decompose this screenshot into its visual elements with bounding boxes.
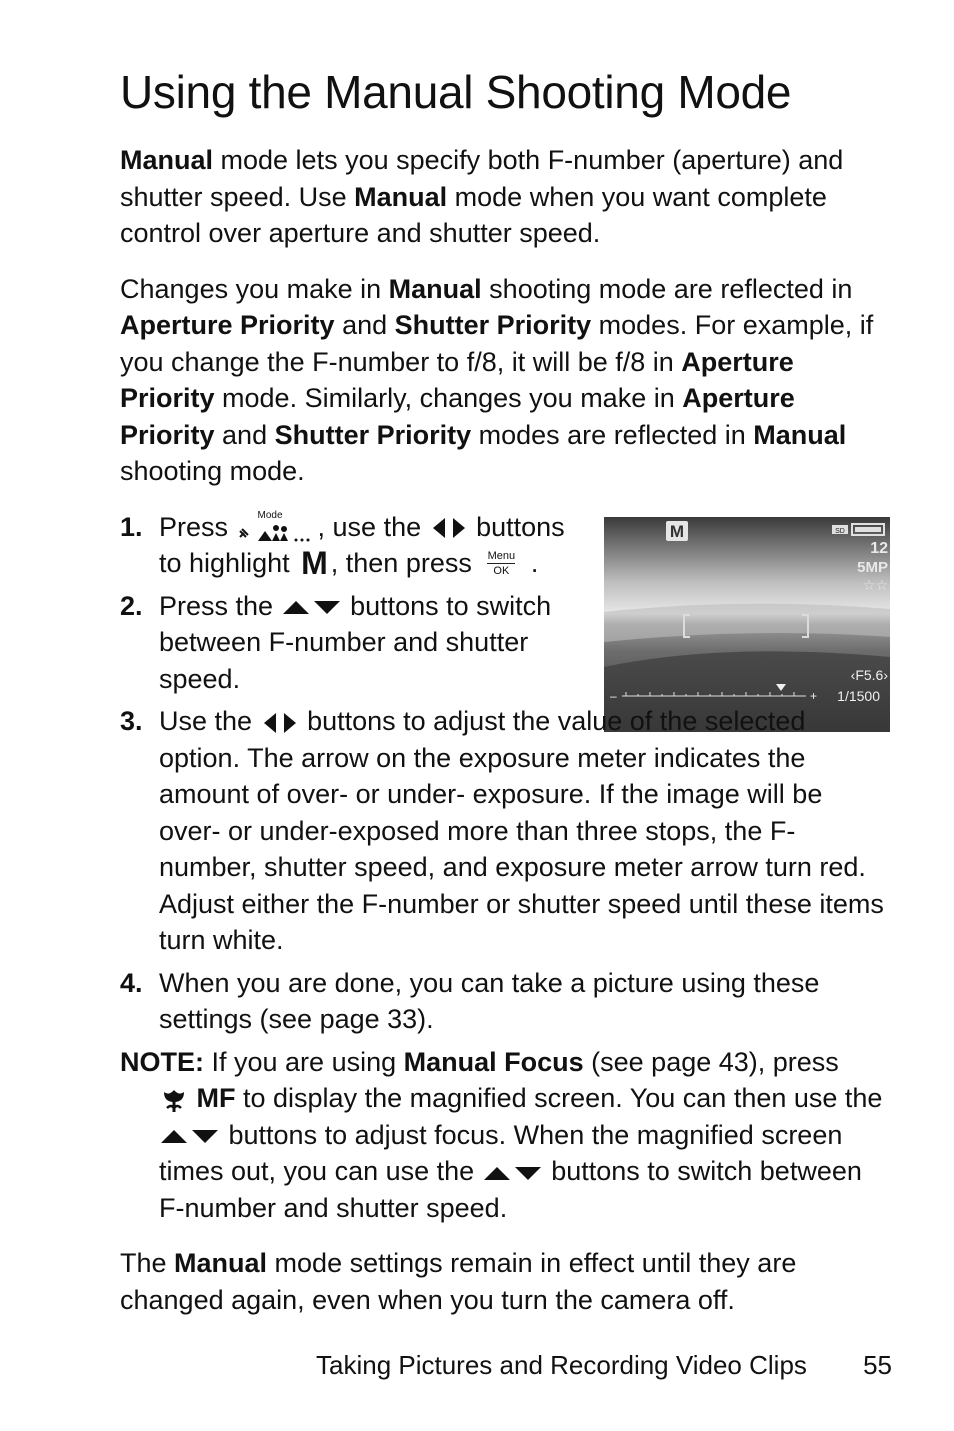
macro-flower-icon: [159, 1086, 189, 1114]
text-run: mode settings remain in effect until they are changed again, even when you turn the camera off.: [120, 1248, 797, 1315]
menu-ok-button-icon: [483, 550, 519, 580]
step-list: [120, 509, 890, 1227]
left-right-arrows-icon: [260, 710, 300, 736]
note-label: NOTE:: [120, 1046, 204, 1077]
step-number: 2.: [120, 590, 143, 621]
mode-badge-text: M: [669, 521, 685, 541]
text-run: Press: [159, 511, 236, 542]
closing-paragraph: [120, 1245, 890, 1318]
step-number: 3.: [120, 706, 143, 736]
priority-paragraph: [120, 271, 890, 490]
up-down-arrows-icon: [281, 597, 343, 617]
page: [120, 64, 890, 1318]
bold-term: Manual Focus: [403, 1046, 584, 1077]
camera-lcd-screenshot: [604, 517, 890, 732]
text-run: modes. For example, if you change the F-number to f/8, it will be f/8 in: [120, 310, 874, 377]
intro-paragraph: [120, 142, 890, 252]
bold-term: Manual: [354, 181, 448, 212]
bold-term: Manual: [753, 419, 847, 450]
step-2: [120, 588, 569, 698]
fnumber-value: ‹F5.6›: [850, 666, 888, 683]
shutter-value: 1/1500: [837, 687, 880, 704]
text-run: shooting mode are reflected in: [481, 273, 853, 304]
mf-label: MF: [196, 1083, 236, 1113]
menu-label: Menu: [487, 549, 516, 562]
resolution-indicator: 5MP: [857, 558, 888, 576]
page-title: Using the Manual Shooting Mode: [120, 66, 792, 118]
text-run: Changes you make in: [120, 273, 389, 304]
ok-label: OK: [493, 564, 510, 577]
text-run: buttons to switch between F-number and shutter speed.: [159, 1156, 862, 1223]
text-run: If you are using: [204, 1046, 404, 1077]
shots-remaining: 12: [870, 539, 888, 557]
card-label: SD: [835, 527, 845, 535]
text-run: When you are done, you can take a picture using these settings (see page 33).: [159, 967, 820, 1034]
meter-minus: –: [610, 688, 617, 703]
text-run: Press the: [159, 590, 281, 621]
text-run: mode. Similarly, changes you make in: [214, 383, 683, 413]
text-run: (see page 43), press: [583, 1046, 839, 1077]
text-run: buttons to highlight: [159, 511, 565, 578]
text-run: mode when you want complete control over aperture and shutter speed.: [120, 181, 827, 248]
text-run: , use the: [317, 511, 429, 542]
page-number: 55: [863, 1350, 892, 1380]
text-run: buttons to adjust focus. When the magnified screen times out, you can use the: [159, 1119, 843, 1186]
mode-button-icon: [238, 510, 316, 543]
step-3: [120, 703, 890, 959]
meter-plus: +: [810, 688, 818, 703]
text-run: The: [120, 1248, 175, 1278]
bold-term: Aperture Priority: [120, 383, 795, 450]
text-run: to display the magnified screen. You can then use the: [235, 1083, 883, 1113]
up-down-arrows-icon: [482, 1163, 544, 1183]
bold-term: Aperture Priority: [120, 310, 335, 340]
left-right-arrows-icon: [429, 515, 469, 541]
step-number: 1.: [120, 511, 143, 542]
text-run: .: [523, 548, 539, 578]
step-4: [120, 965, 890, 1038]
bold-term: Shutter Priority: [274, 419, 472, 450]
bold-term: Manual: [174, 1248, 268, 1278]
text-run: buttons to adjust the value of the selected option. The arrow on the exposure meter indicates the amount of over- or under- exposure. If the image will be over- or under-exposed more than three stops, the F-number, shutter speed, and exposure meter arrow turn red. Adjust either the F-number or shutter speed until these items turn white.: [159, 706, 884, 955]
mode-button-label: Mode: [257, 510, 283, 522]
text-run: modes are reflected in: [471, 419, 754, 450]
note-block: [120, 1044, 890, 1227]
step-number: 4.: [120, 967, 143, 998]
text-run: buttons to switch between F-number and shutter speed.: [159, 590, 552, 694]
bold-term: Manual: [120, 145, 214, 175]
text-run: Use the: [159, 706, 260, 736]
text-run: shooting mode.: [120, 456, 305, 486]
text-run: mode lets you specify both F-number (aperture) and shutter speed. Use: [120, 145, 844, 212]
up-down-arrows-icon: [159, 1126, 221, 1146]
bold-term: Aperture Priority: [120, 346, 794, 413]
manual-mode-icon: M: [301, 545, 327, 581]
chapter-title: Taking Pictures and Recording Video Clips: [316, 1350, 807, 1380]
bold-term: Shutter Priority: [394, 310, 592, 340]
text-run: and: [334, 310, 395, 340]
step-1: [120, 509, 569, 582]
bold-term: Manual: [388, 273, 482, 304]
text-run: , then press: [330, 548, 480, 578]
quality-stars: ☆☆: [862, 577, 888, 594]
text-run: and: [214, 419, 275, 450]
